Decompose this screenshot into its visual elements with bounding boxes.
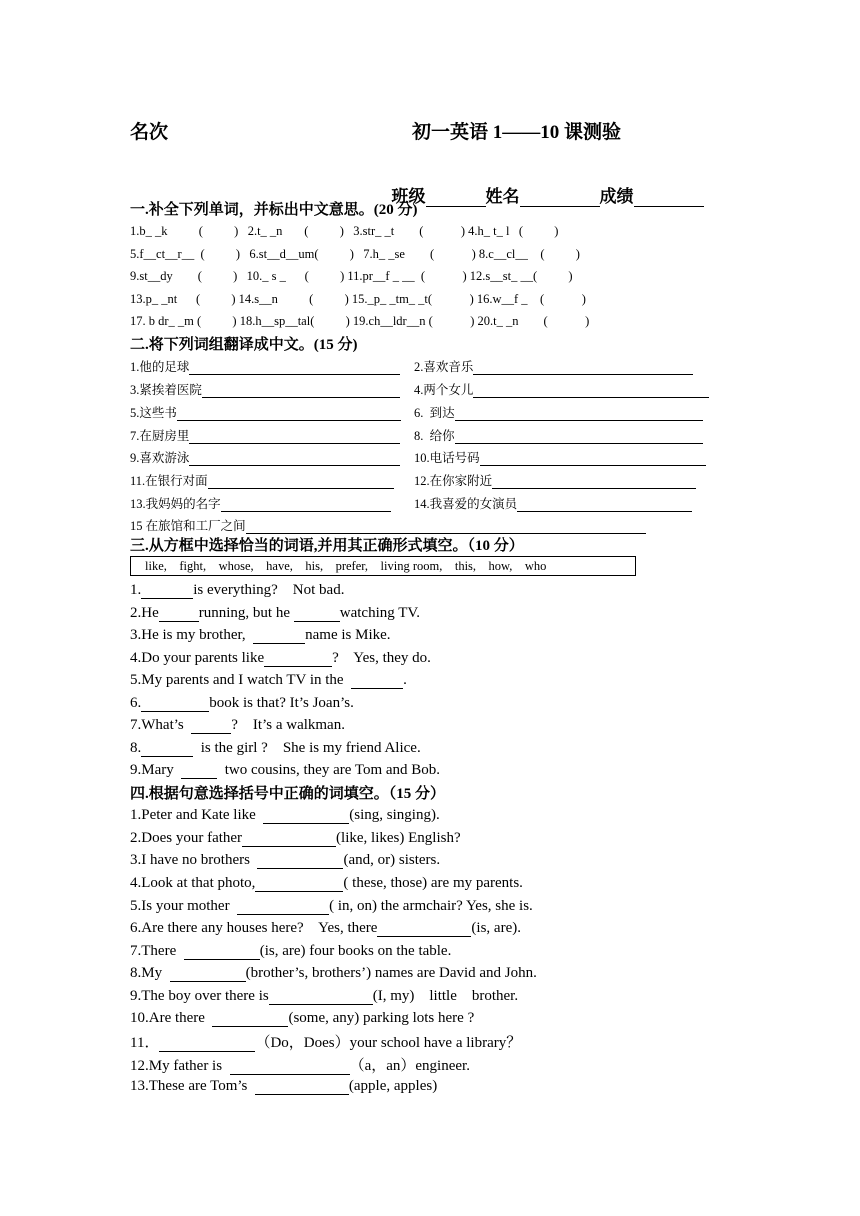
item-text: 2.Does your father xyxy=(130,830,243,846)
item-text: 13.These are Tom’s xyxy=(130,1078,255,1094)
translate-item xyxy=(130,380,400,398)
answer-blank[interactable] xyxy=(212,1009,288,1027)
item-text: two cousins, they are Tom and Bob. xyxy=(217,762,441,778)
item-text: 11． xyxy=(130,1035,160,1051)
item-text: 8.My xyxy=(130,965,170,981)
answer-blank[interactable] xyxy=(191,716,231,734)
translate-prompt: 12.在你家附近 xyxy=(414,474,493,488)
item-text: 10.Are there xyxy=(130,1010,213,1026)
item-text: （Do，Does）your school have a library？ xyxy=(255,1035,522,1051)
translate-prompt: 9.喜欢游泳 xyxy=(130,451,190,465)
translate-item xyxy=(414,448,706,466)
item-text: 5.Is your mother xyxy=(130,898,238,914)
item-text: 7.What’s xyxy=(130,717,192,733)
fill-item xyxy=(130,671,407,689)
item-text: ? It’s a walkman. xyxy=(231,717,345,733)
translate-item xyxy=(414,380,709,398)
item-text: 1. xyxy=(130,582,142,598)
translate-prompt: 11.在银行对面 xyxy=(130,474,208,488)
item-text: （a，an）engineer. xyxy=(349,1058,470,1074)
choice-item xyxy=(130,897,533,915)
section1-row-5: 17. b dr_ _m ( ) 18.h__sp__tal( ) 19.ch__ldr__n ( ) 20.t_ _n ( ) xyxy=(130,314,590,328)
item-text: watching TV. xyxy=(339,605,421,621)
fill-item xyxy=(130,649,431,667)
choice-item xyxy=(130,964,537,982)
answer-blank[interactable] xyxy=(202,384,400,398)
item-text: 9.Mary xyxy=(130,762,182,778)
score-field[interactable] xyxy=(634,189,704,207)
name-field[interactable] xyxy=(520,189,600,207)
word-box: like, fight, whose, have, his, prefer, living room, this, how, who xyxy=(130,556,636,576)
translate-item xyxy=(414,357,693,375)
answer-blank[interactable] xyxy=(242,829,336,847)
translate-item xyxy=(130,403,401,421)
translate-prompt: 14.我喜爱的女演员 xyxy=(414,497,518,511)
item-text: . xyxy=(403,672,407,688)
answer-blank[interactable] xyxy=(189,452,400,466)
item-text: running, but he xyxy=(198,605,294,621)
page-title: 初一英语 1——10 课测验 xyxy=(412,122,622,143)
item-text: ( these, those) are my parents. xyxy=(343,875,523,891)
item-text: (sing, singing). xyxy=(349,807,440,823)
answer-blank[interactable] xyxy=(181,761,217,779)
item-text: ? Yes, they do. xyxy=(332,650,431,666)
item-text: (brother’s, brothers’) names are David and John. xyxy=(245,965,537,981)
item-text: 3.He is my brother, xyxy=(130,627,254,643)
ranking-label: 名次 xyxy=(130,122,169,143)
translate-prompt: 4.两个女儿 xyxy=(414,383,474,397)
fill-item xyxy=(130,716,345,734)
answer-blank[interactable] xyxy=(473,384,709,398)
choice-item xyxy=(130,806,440,824)
answer-blank[interactable] xyxy=(246,520,646,534)
translate-item xyxy=(130,426,400,444)
translate-prompt: 13.我妈妈的名字 xyxy=(130,497,221,511)
name-label: 姓名 xyxy=(485,187,520,206)
translate-item xyxy=(414,494,692,512)
item-text: 3.I have no brothers xyxy=(130,852,258,868)
answer-blank[interactable] xyxy=(189,361,400,375)
class-label: 班级 xyxy=(391,187,426,206)
item-text: is everything? Not bad. xyxy=(193,582,345,598)
answer-blank[interactable] xyxy=(159,1034,255,1052)
section1-row-2: 5.f__ct__r__ ( ) 6.st__d__um( ) 7.h_ _se ( ) 8.c__cl__ ( ) xyxy=(130,247,580,261)
answer-blank[interactable] xyxy=(141,739,193,757)
fill-item xyxy=(130,739,421,757)
section1-row-1: 1.b_ _k ( ) 2.t_ _n ( ) 3.str_ _t ( ) 4.h_ t_ l ( ) xyxy=(130,224,559,238)
choice-item xyxy=(130,829,461,847)
translate-prompt: 15 在旅馆和工厂之间 xyxy=(130,519,246,533)
translate-item xyxy=(130,494,391,512)
choice-item xyxy=(130,942,451,960)
answer-blank[interactable] xyxy=(263,806,349,824)
item-text: 4.Do your parents like xyxy=(130,650,265,666)
answer-blank[interactable] xyxy=(159,604,199,622)
answer-blank[interactable] xyxy=(177,407,401,421)
choice-item xyxy=(130,1031,521,1052)
translate-item xyxy=(130,448,400,466)
answer-blank[interactable] xyxy=(455,430,703,444)
answer-blank[interactable] xyxy=(455,407,703,421)
translate-prompt: 7.在厨房里 xyxy=(130,429,190,443)
translate-prompt: 5.这些书 xyxy=(130,406,177,420)
section1-row-3: 9.st__dy ( ) 10._ s _ ( ) 11.pr__f _ __ ( ) 12.s__st_ __( ) xyxy=(130,269,573,283)
item-text: (apple, apples) xyxy=(348,1078,438,1094)
answer-blank[interactable] xyxy=(517,498,692,512)
item-text: 12.My father is xyxy=(130,1058,230,1074)
answer-blank[interactable] xyxy=(255,1077,349,1095)
fill-item xyxy=(130,604,420,622)
item-text: 9.The boy over there is xyxy=(130,988,269,1004)
fill-item xyxy=(130,761,440,779)
answer-blank[interactable] xyxy=(473,361,693,375)
translate-item xyxy=(414,426,703,444)
section1-row-4: 13.p_ _nt ( ) 14.s__n ( ) 15._p_ _tm_ _t( ) 16.w__f _ ( ) xyxy=(130,292,586,306)
section1-heading: 一.补全下列单词，并标出中文意思。(20 分) xyxy=(130,202,418,218)
item-text: 4.Look at that photo, xyxy=(130,875,256,891)
answer-blank[interactable] xyxy=(189,430,400,444)
choice-item xyxy=(130,874,523,892)
answer-blank[interactable] xyxy=(141,694,209,712)
answer-blank[interactable] xyxy=(237,897,329,915)
answer-blank[interactable] xyxy=(141,581,193,599)
answer-blank[interactable] xyxy=(255,874,343,892)
item-text: (like, likes) English? xyxy=(336,830,461,846)
item-text: 2.He xyxy=(130,605,159,621)
item-text: 5.My parents and I watch TV in the xyxy=(130,672,352,688)
answer-blank[interactable] xyxy=(253,626,305,644)
translate-prompt: 10.电话号码 xyxy=(414,451,480,465)
item-text: (and, or) sisters. xyxy=(343,852,441,868)
translate-item xyxy=(130,516,646,534)
answer-blank[interactable] xyxy=(269,987,373,1005)
translate-item xyxy=(130,357,400,375)
choice-item xyxy=(130,987,518,1005)
answer-blank[interactable] xyxy=(294,604,340,622)
answer-blank[interactable] xyxy=(170,964,246,982)
section4-heading: 四.根据句意选择括号中正确的词填空。（15 分） xyxy=(130,786,446,802)
fill-item xyxy=(130,694,354,712)
section2-heading: 二.将下列词组翻译成中文。(15 分) xyxy=(130,337,358,353)
student-info-row xyxy=(383,162,704,207)
section3-heading: 三.从方框中选择恰当的词语,并用其正确形式填空。（10 分） xyxy=(130,538,524,554)
choice-item xyxy=(130,1054,470,1075)
translate-prompt: 8. 给你 xyxy=(414,429,455,443)
item-text: name is Mike. xyxy=(305,627,391,643)
item-text: (is, are). xyxy=(471,920,521,936)
translate-prompt: 3.紧挨着医院 xyxy=(130,383,202,397)
item-text: ( in, on) the armchair? Yes, she is. xyxy=(329,898,533,914)
class-field[interactable] xyxy=(426,189,486,207)
answer-blank[interactable] xyxy=(351,671,403,689)
translate-prompt: 2.喜欢音乐 xyxy=(414,360,474,374)
translate-prompt: 1.他的足球 xyxy=(130,360,190,374)
fill-item xyxy=(130,581,344,599)
answer-blank[interactable] xyxy=(492,475,696,489)
fill-item xyxy=(130,626,391,644)
choice-item xyxy=(130,1077,437,1095)
translate-item xyxy=(414,403,703,421)
item-text: book is that? It’s Joan’s. xyxy=(209,695,354,711)
item-text: 6.Are there any houses here? Yes, there xyxy=(130,920,378,936)
answer-blank[interactable] xyxy=(377,919,471,937)
item-text: (some, any) parking lots here ? xyxy=(288,1010,475,1026)
translate-item xyxy=(130,471,394,489)
translate-prompt: 6. 到达 xyxy=(414,406,455,420)
answer-blank[interactable] xyxy=(184,942,260,960)
answer-blank[interactable] xyxy=(264,649,332,667)
answer-blank[interactable] xyxy=(480,452,706,466)
item-text: 1.Peter and Kate like xyxy=(130,807,264,823)
choice-item xyxy=(130,851,440,869)
item-text: 8. xyxy=(130,740,142,756)
item-text: (I, my) little brother. xyxy=(372,988,519,1004)
answer-blank[interactable] xyxy=(230,1057,350,1075)
translate-item xyxy=(414,471,696,489)
item-text: 7.There xyxy=(130,943,184,959)
item-text: (is, are) four books on the table. xyxy=(259,943,452,959)
choice-item xyxy=(130,919,521,937)
answer-blank[interactable] xyxy=(208,475,394,489)
score-label: 成绩 xyxy=(599,187,634,206)
choice-item xyxy=(130,1009,474,1027)
answer-blank[interactable] xyxy=(257,851,343,869)
item-text: is the girl ? She is my friend Alice. xyxy=(193,740,421,756)
item-text: 6. xyxy=(130,695,142,711)
answer-blank[interactable] xyxy=(221,498,391,512)
